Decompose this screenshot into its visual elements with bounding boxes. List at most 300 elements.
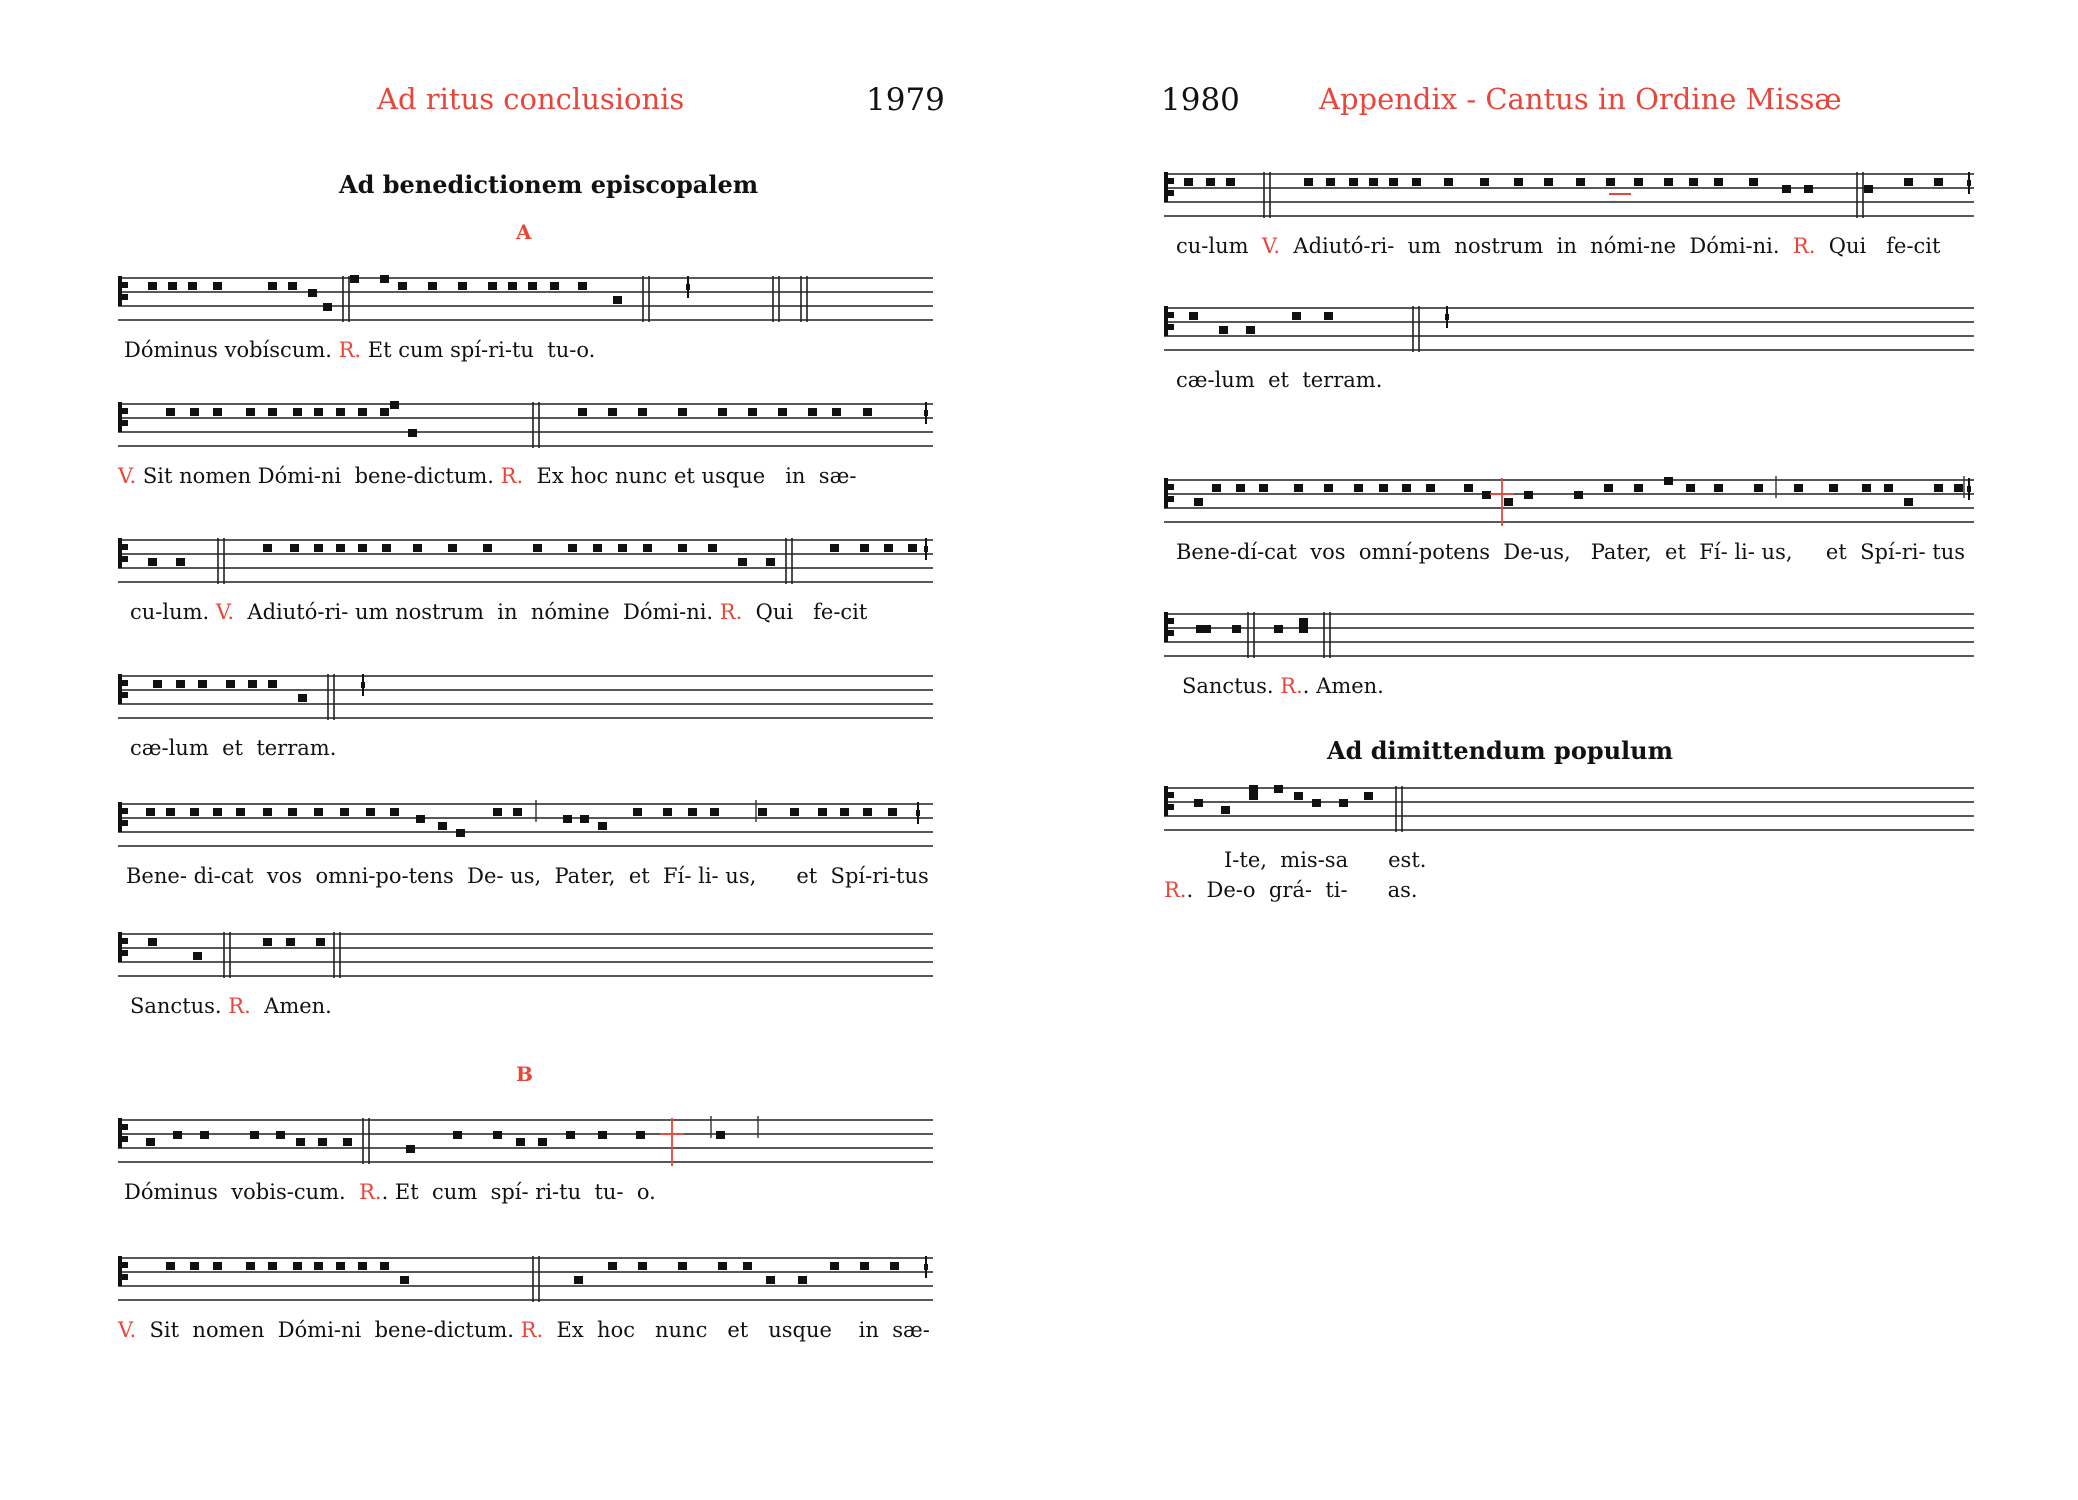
- neume-note: [250, 1131, 259, 1139]
- neume-note: [438, 822, 447, 830]
- lyric-line: [130, 736, 336, 760]
- neume-note: [148, 558, 157, 566]
- lyric-text: Qui fe-cit: [742, 600, 868, 624]
- neume-note: [358, 1262, 367, 1270]
- neume-note: [1194, 799, 1203, 807]
- staff: [118, 668, 933, 730]
- neume-note: [166, 1262, 175, 1270]
- neume-note: [268, 680, 277, 688]
- neume-note: [153, 680, 162, 688]
- neume-note: [340, 808, 349, 816]
- rubric-marker: V.: [1261, 234, 1281, 258]
- neume-note: [884, 544, 893, 552]
- neume-note: [1219, 326, 1228, 334]
- neume-note: [1299, 618, 1308, 626]
- neume-note: [166, 408, 175, 416]
- neume-note: [314, 808, 323, 816]
- neume-note: [358, 408, 367, 416]
- custos-mark: [686, 284, 690, 290]
- clef-icon: [1164, 612, 1168, 642]
- clef-icon: [1168, 630, 1174, 636]
- neume-note: [516, 1138, 525, 1146]
- lyric-line: [124, 1180, 656, 1204]
- neume-note: [1194, 498, 1203, 506]
- neume-note: [1226, 178, 1235, 186]
- neume-note: [323, 303, 332, 311]
- neume-note: [1184, 178, 1193, 186]
- clef-icon: [1164, 306, 1168, 336]
- lyric-text: Sit nomen Dómi-ni bene-dictum.: [136, 464, 501, 488]
- neume-note: [390, 401, 399, 409]
- neume-note: [288, 282, 297, 290]
- rubric-marker: R.: [228, 994, 251, 1018]
- neume-note: [766, 558, 775, 566]
- rubric-marker: R.: [520, 1318, 544, 1342]
- clef-icon: [1164, 786, 1168, 816]
- neume-note: [453, 1131, 462, 1139]
- neume-note: [314, 1262, 323, 1270]
- neume-note: [1664, 477, 1673, 485]
- neume-note: [493, 1131, 502, 1139]
- neume-note: [293, 1262, 302, 1270]
- lyric-line: [118, 1318, 930, 1342]
- neume-note: [860, 544, 869, 552]
- neume-note: [193, 952, 202, 960]
- clef-icon: [118, 1256, 122, 1286]
- rubric-marker: R.: [359, 1180, 382, 1204]
- neume-note: [1369, 178, 1378, 186]
- neume-note: [593, 544, 602, 552]
- clef-icon: [118, 932, 122, 962]
- neume-note: [268, 1262, 277, 1270]
- custos-mark: [1967, 180, 1971, 186]
- neume-note: [336, 408, 345, 416]
- neume-note: [1249, 792, 1258, 800]
- neume-note: [708, 544, 717, 552]
- neume-note: [1754, 484, 1763, 492]
- rubric-marker: V.: [118, 464, 137, 488]
- lyric-line: [118, 464, 856, 488]
- clef-icon: [1168, 496, 1174, 502]
- neume-note: [190, 1262, 199, 1270]
- neume-note: [380, 408, 389, 416]
- lyric-line: [126, 864, 929, 888]
- neume-note: [1634, 178, 1643, 186]
- lyric-line-response: [1164, 878, 1418, 902]
- lyric-line: [1176, 368, 1382, 392]
- lyric-line: [124, 338, 595, 362]
- clef-icon: [118, 802, 122, 832]
- neume-note: [1934, 178, 1943, 186]
- section-title-dismissal: Ad dimittendum populum: [1327, 736, 1674, 765]
- neume-note: [263, 938, 272, 946]
- neume-note: [148, 282, 157, 290]
- neume-note: [448, 544, 457, 552]
- neume-note: [860, 1262, 869, 1270]
- neume-note: [608, 408, 617, 416]
- neume-note: [1274, 625, 1283, 633]
- clef-icon: [1168, 618, 1174, 624]
- neume-note: [428, 282, 437, 290]
- neume-note: [293, 408, 302, 416]
- neume-note: [1482, 491, 1491, 499]
- custos-mark: [924, 546, 928, 552]
- lyric-text: Ex hoc nunc et usque in sæ-: [543, 1318, 930, 1342]
- neume-note: [173, 1131, 182, 1139]
- clef-icon: [122, 556, 128, 562]
- neume-note: [1412, 178, 1421, 186]
- neume-note: [1232, 625, 1241, 633]
- neume-note: [398, 282, 407, 290]
- neume-note: [563, 815, 572, 823]
- clef-icon: [1168, 190, 1174, 196]
- neume-note: [1189, 312, 1198, 320]
- clef-icon: [122, 820, 128, 826]
- lyric-text: cæ-lum et terram.: [130, 736, 337, 760]
- staff: [1164, 472, 1974, 534]
- clef-icon: [1168, 178, 1174, 184]
- neume-note: [598, 822, 607, 830]
- neume-note: [263, 544, 272, 552]
- neume-note: [1576, 178, 1585, 186]
- neume-note: [1402, 484, 1411, 492]
- neume-note: [146, 1138, 155, 1146]
- neume-note: [314, 408, 323, 416]
- neume-note: [1689, 178, 1698, 186]
- neume-note: [1312, 799, 1321, 807]
- neume-note: [613, 296, 622, 304]
- neume-note: [493, 808, 502, 816]
- staff: [118, 926, 933, 988]
- neume-note: [1480, 178, 1489, 186]
- neume-note: [1934, 484, 1943, 492]
- clef-icon: [1164, 172, 1168, 202]
- right-page: [1039, 0, 2078, 1500]
- neume-note: [236, 808, 245, 816]
- neume-note: [213, 1262, 222, 1270]
- neume-note: [276, 1131, 285, 1139]
- neume-note: [336, 1262, 345, 1270]
- neume-note: [1574, 491, 1583, 499]
- neume-note: [1294, 484, 1303, 492]
- custos-mark: [1967, 486, 1971, 492]
- neume-note: [1299, 625, 1308, 633]
- clef-icon: [122, 1124, 128, 1130]
- neume-note: [1504, 498, 1513, 506]
- neume-note: [888, 808, 897, 816]
- left-header-title: Ad ritus conclusionis: [377, 82, 685, 116]
- neume-note: [748, 408, 757, 416]
- lyric-line: [1176, 234, 1940, 258]
- staff: [118, 796, 933, 858]
- neume-note: [288, 808, 297, 816]
- neume-note: [798, 1276, 807, 1284]
- clef-icon: [118, 538, 122, 568]
- neume-note: [246, 1262, 255, 1270]
- neume-note: [1686, 484, 1695, 492]
- neume-note: [336, 544, 345, 552]
- neume-note: [890, 1262, 899, 1270]
- lyric-text: Adiutó-ri- um nostrum in nómi-ne Dómi-ni.: [1280, 234, 1793, 258]
- neume-note: [528, 282, 537, 290]
- clef-icon: [1168, 804, 1174, 810]
- neume-note: [718, 1262, 727, 1270]
- clef-icon: [122, 938, 128, 944]
- neume-note: [286, 938, 295, 946]
- neume-note: [176, 680, 185, 688]
- neume-note: [343, 1138, 352, 1146]
- neume-note: [508, 282, 517, 290]
- clef-icon: [122, 1136, 128, 1142]
- clef-icon: [118, 402, 122, 432]
- neume-note: [808, 408, 817, 416]
- staff: [118, 1250, 933, 1312]
- neume-note: [190, 408, 199, 416]
- staff: [118, 532, 933, 594]
- neume-note: [863, 808, 872, 816]
- neume-note: [1444, 178, 1453, 186]
- neume-note: [1236, 484, 1245, 492]
- neume-note: [488, 282, 497, 290]
- neume-note: [1379, 484, 1388, 492]
- neume-note: [1304, 178, 1313, 186]
- custos-mark: [924, 410, 928, 416]
- lyric-text: cu-lum: [1176, 234, 1262, 258]
- neume-note: [1862, 484, 1871, 492]
- lyric-text: Bene-dí-cat vos omní-potens De-us, Pater, et Fí- li- us, et Spí-ri- tus: [1176, 540, 1966, 564]
- neume-note: [166, 808, 175, 816]
- neume-note: [190, 808, 199, 816]
- neume-note: [308, 289, 317, 297]
- clef-icon: [118, 1118, 122, 1148]
- neume-note: [1606, 178, 1615, 186]
- neume-note: [1604, 484, 1613, 492]
- neume-note: [1544, 178, 1553, 186]
- neume-note: [1221, 806, 1230, 814]
- neume-note: [198, 680, 207, 688]
- neume-note: [1259, 484, 1268, 492]
- neume-note: [248, 680, 257, 688]
- neume-note: [566, 1131, 575, 1139]
- neume-note: [818, 808, 827, 816]
- neume-note: [778, 408, 787, 416]
- neume-note: [416, 815, 425, 823]
- neume-note: [678, 544, 687, 552]
- neume-note: [830, 544, 839, 552]
- clef-icon: [122, 950, 128, 956]
- neume-note: [578, 408, 587, 416]
- neume-note: [1324, 484, 1333, 492]
- neume-note: [1829, 484, 1838, 492]
- neume-note: [1326, 178, 1335, 186]
- neume-note: [200, 1131, 209, 1139]
- custos-mark: [924, 1264, 928, 1270]
- neume-note: [513, 808, 522, 816]
- neume-note: [1714, 178, 1723, 186]
- neume-note: [380, 275, 389, 283]
- neume-note: [1354, 484, 1363, 492]
- staff: [118, 270, 933, 332]
- custos-mark: [1445, 314, 1449, 320]
- neume-note: [678, 408, 687, 416]
- neume-note: [1294, 792, 1303, 800]
- lyric-text: . Et cum spí- ri-tu tu- o.: [381, 1180, 656, 1204]
- neume-note: [688, 808, 697, 816]
- clef-icon: [1168, 324, 1174, 330]
- clef-icon: [1168, 484, 1174, 490]
- neume-note: [400, 1276, 409, 1284]
- neume-note: [1634, 484, 1643, 492]
- neume-note: [1426, 484, 1435, 492]
- rubric-marker: R.: [1280, 674, 1303, 698]
- lyric-line: [130, 994, 332, 1018]
- variant-letter-b: B: [516, 1062, 533, 1086]
- neume-note: [636, 1131, 645, 1139]
- neume-note: [743, 1262, 752, 1270]
- neume-note: [316, 938, 325, 946]
- lyric-text: Sit nomen Dómi-ni bene-dictum.: [136, 1318, 521, 1342]
- neume-note: [176, 558, 185, 566]
- neume-note: [718, 408, 727, 416]
- neume-note: [350, 275, 359, 283]
- neume-note: [830, 1262, 839, 1270]
- clef-icon: [118, 276, 122, 306]
- neume-note: [188, 282, 197, 290]
- neume-note: [226, 680, 235, 688]
- neume-note: [413, 544, 422, 552]
- rubric-marker: R.: [338, 338, 362, 362]
- lyric-text: Amen.: [250, 994, 332, 1018]
- clef-icon: [122, 544, 128, 550]
- neume-note: [483, 544, 492, 552]
- neume-note: [263, 808, 272, 816]
- staff: [1164, 300, 1974, 362]
- right-header-title: Appendix - Cantus in Ordine Missæ: [1319, 82, 1842, 116]
- neume-note: [390, 808, 399, 816]
- neume-note: [1954, 484, 1963, 492]
- neume-note: [908, 544, 917, 552]
- lyric-text: Dóminus vobíscum.: [124, 338, 339, 362]
- rubric-marker: V.: [215, 600, 235, 624]
- clef-icon: [122, 680, 128, 686]
- neume-note: [1202, 625, 1211, 633]
- neume-note: [663, 808, 672, 816]
- neume-note: [298, 694, 307, 702]
- clef-icon: [122, 282, 128, 288]
- clef-icon: [122, 808, 128, 814]
- neume-note: [1904, 178, 1913, 186]
- neume-note: [1249, 785, 1258, 793]
- neume-note: [358, 544, 367, 552]
- staff: [118, 1112, 933, 1174]
- neume-note: [290, 544, 299, 552]
- neume-note: [832, 408, 841, 416]
- neume-note: [598, 1131, 607, 1139]
- neume-note: [408, 429, 417, 437]
- neume-note: [1349, 178, 1358, 186]
- neume-note: [314, 544, 323, 552]
- lyric-text: Ex hoc nunc et usque in sæ-: [523, 464, 857, 488]
- neume-note: [568, 544, 577, 552]
- neume-note: [268, 282, 277, 290]
- neume-note: [213, 808, 222, 816]
- neume-note: [580, 815, 589, 823]
- lyric-text: Sanctus.: [1182, 674, 1281, 698]
- neume-note: [608, 1262, 617, 1270]
- staff: [1164, 166, 1974, 228]
- neume-note: [1864, 185, 1873, 193]
- neume-note: [268, 408, 277, 416]
- lyric-text: I-te, mis-sa est.: [1224, 848, 1427, 872]
- lyric-text: . Amen.: [1302, 674, 1384, 698]
- rubric-marker: V.: [118, 1318, 137, 1342]
- neume-note: [1212, 484, 1221, 492]
- neume-note: [716, 1131, 725, 1139]
- clef-icon: [118, 674, 122, 704]
- clef-icon: [1168, 312, 1174, 318]
- neume-note: [533, 544, 542, 552]
- neume-note: [366, 808, 375, 816]
- lyric-text: Qui fe-cit: [1815, 234, 1941, 258]
- neume-note: [213, 282, 222, 290]
- neume-note: [738, 558, 747, 566]
- neume-note: [678, 1262, 687, 1270]
- lyric-text: Sanctus.: [130, 994, 229, 1018]
- neume-note: [458, 282, 467, 290]
- neume-note: [1664, 178, 1673, 186]
- clef-icon: [122, 408, 128, 414]
- neume-note: [550, 282, 559, 290]
- clef-icon: [122, 1262, 128, 1268]
- rubric-marker: R.: [719, 600, 743, 624]
- neume-note: [406, 1145, 415, 1153]
- lyric-line: [1176, 540, 1965, 564]
- staff: [1164, 606, 1974, 668]
- neume-note: [146, 808, 155, 816]
- neume-note: [1524, 491, 1533, 499]
- neume-note: [863, 408, 872, 416]
- rubric-marker: R.: [500, 464, 524, 488]
- neume-note: [578, 282, 587, 290]
- neume-note: [1274, 785, 1283, 793]
- neume-note: [148, 938, 157, 946]
- neume-note: [574, 1276, 583, 1284]
- staff: [1164, 780, 1974, 842]
- neume-note: [1339, 799, 1348, 807]
- lyric-line: [130, 600, 867, 624]
- variant-letter-a: A: [516, 220, 532, 244]
- lyric-text: cæ-lum et terram.: [1176, 368, 1383, 392]
- neume-note: [1749, 178, 1758, 186]
- right-page-number: 1980: [1161, 82, 1240, 118]
- neume-note: [1389, 178, 1398, 186]
- neume-note: [456, 829, 465, 837]
- lyric-text: Et cum spí-ri-tu tu-o.: [361, 338, 596, 362]
- neume-note: [213, 408, 222, 416]
- neume-note: [1514, 178, 1523, 186]
- left-page-number: 1979: [866, 82, 945, 118]
- clef-icon: [122, 420, 128, 426]
- neume-note: [296, 1138, 305, 1146]
- clef-icon: [1164, 478, 1168, 508]
- lyric-text: cu-lum.: [130, 600, 216, 624]
- neume-note: [1292, 312, 1301, 320]
- neume-note: [1364, 792, 1373, 800]
- neume-note: [1804, 185, 1813, 193]
- lyric-text: Dóminus vobis-cum.: [124, 1180, 360, 1204]
- neume-note: [1884, 484, 1893, 492]
- neume-note: [840, 808, 849, 816]
